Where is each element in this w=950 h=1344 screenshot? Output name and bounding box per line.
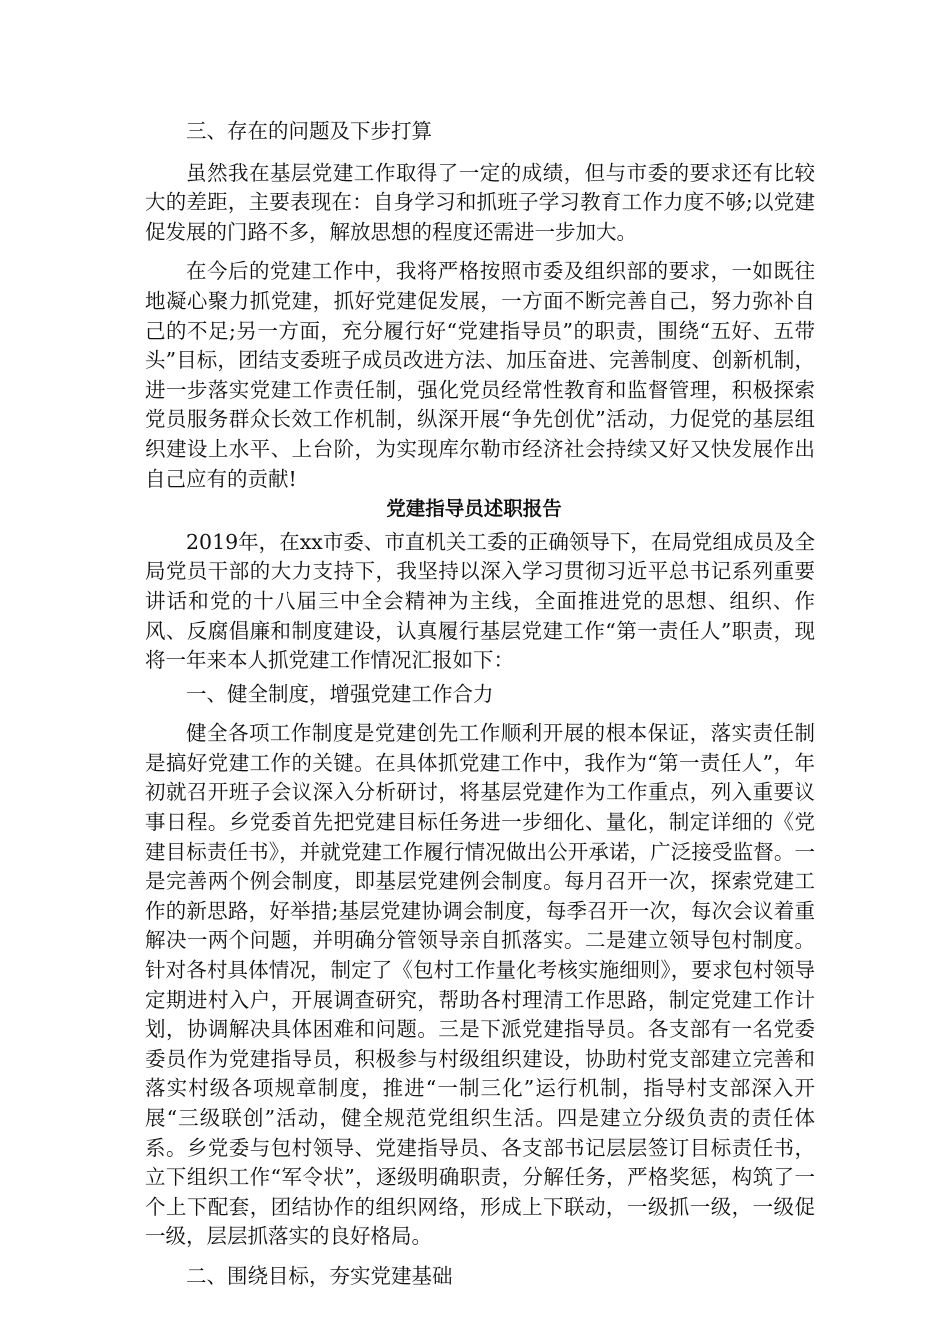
paragraph-shortcomings: 虽然我在基层党建工作取得了一定的成绩，但与市委的要求还有比较大的差距，主要表现在：自身学习和抓班子学习教育工作力度不够;以党建促发展的门路不多，解放思想的程度还需进一步加大。 (145, 160, 815, 244)
document-page (145, 117, 815, 1292)
section-heading-problems: 三、存在的问题及下步打算 (186, 119, 432, 143)
section-heading-goals: 二、围绕目标，夯实党建基础 (186, 1263, 453, 1288)
paragraph-future-plan: 在今后的党建工作中，我将严格按照市委及组织部的要求，一如既往地凝心聚力抓党建，抓好党建促发展，一方面不断完善自己，努力弥补自己的不足;另一方面，充分履行好“党建指导员”的职责，围绕“五好、五带头”目标，团结支委班子成员改进方法、加压奋进、完善制度、创新机制，进一步落实党建工作责任制，强化党员经常性教育和监督管理，积极探索党员服务群众长效工作机制，纵深开展“争先创优”活动，力促党的基层组织建设上水平、上台阶，为实现库尔勒市经济社会持续又好又快发展作出自己应有的贡献! (145, 259, 815, 491)
report-title: 党建指导员述职报告 (386, 497, 562, 521)
paragraph-system-details: 健全各项工作制度是党建创先工作顺利开展的根本保证，落实责任制是搞好党建工作的关键。在具体抓党建工作中，我作为“第一责任人”，年初就召开班子会议深入分析研讨，将基层党建作为工作重点，列入重要议事日程。乡党委首先把党建目标任务进一步细化、量化，制定详细的《党建目标责任书》，并就党建工作履行情况做出公开承诺，广泛接受监督。一是完善两个例会制度，即基层党建例会制度。每月召开一次，探索党建工作的新思路，好举措;基层党建协调会制度，每季召开一次，每次会议着重解决一两个问题，并明确分管领导亲自抓落实。二是建立领导包村制度。针对各村具体情况，制定了《包村工作量化考核实施细则》，要求包村领导定期进村入户，开展调查研究，帮助各村理清工作思路，制定党建工作计划，协调解决具体困难和问题。三是下派党建指导员。各支部有一名党委委员作为党建指导员，积极参与村级组织建设，协助村党支部建立完善和落实村级各项规章制度，推进“一制三化”运行机制，指导村支部深入开展“三级联创”活动，健全规范党组织生活。四是建立分级负责的责任体系。乡党委与包村领导、党建指导员、各支部书记层层签订目标责任书，立下组织工作“军令状”，逐级明确职责，分解任务，严格奖惩，构筑了一个上下配套，团结协作的组织网络，形成上下联动，一级抓一级，一级促一级，层层抓落实的良好格局。 (145, 721, 815, 1249)
section-heading-system: 一、健全制度，增强党建工作合力 (186, 681, 494, 706)
paragraph-introduction: 2019年，在xx市委、市直机关工委的正确领导下，在局党组成员及全局党员干部的大力支持下，我坚持以深入学习贯彻习近平总书记系列重要讲话和党的十八届三中全会精神为主线，全面推进党的思想、组织、作风、反腐倡廉和制度建设，认真履行基层党建工作“第一责任人”职责，现将一年来本人抓党建工作情况汇报如下： (145, 529, 815, 673)
